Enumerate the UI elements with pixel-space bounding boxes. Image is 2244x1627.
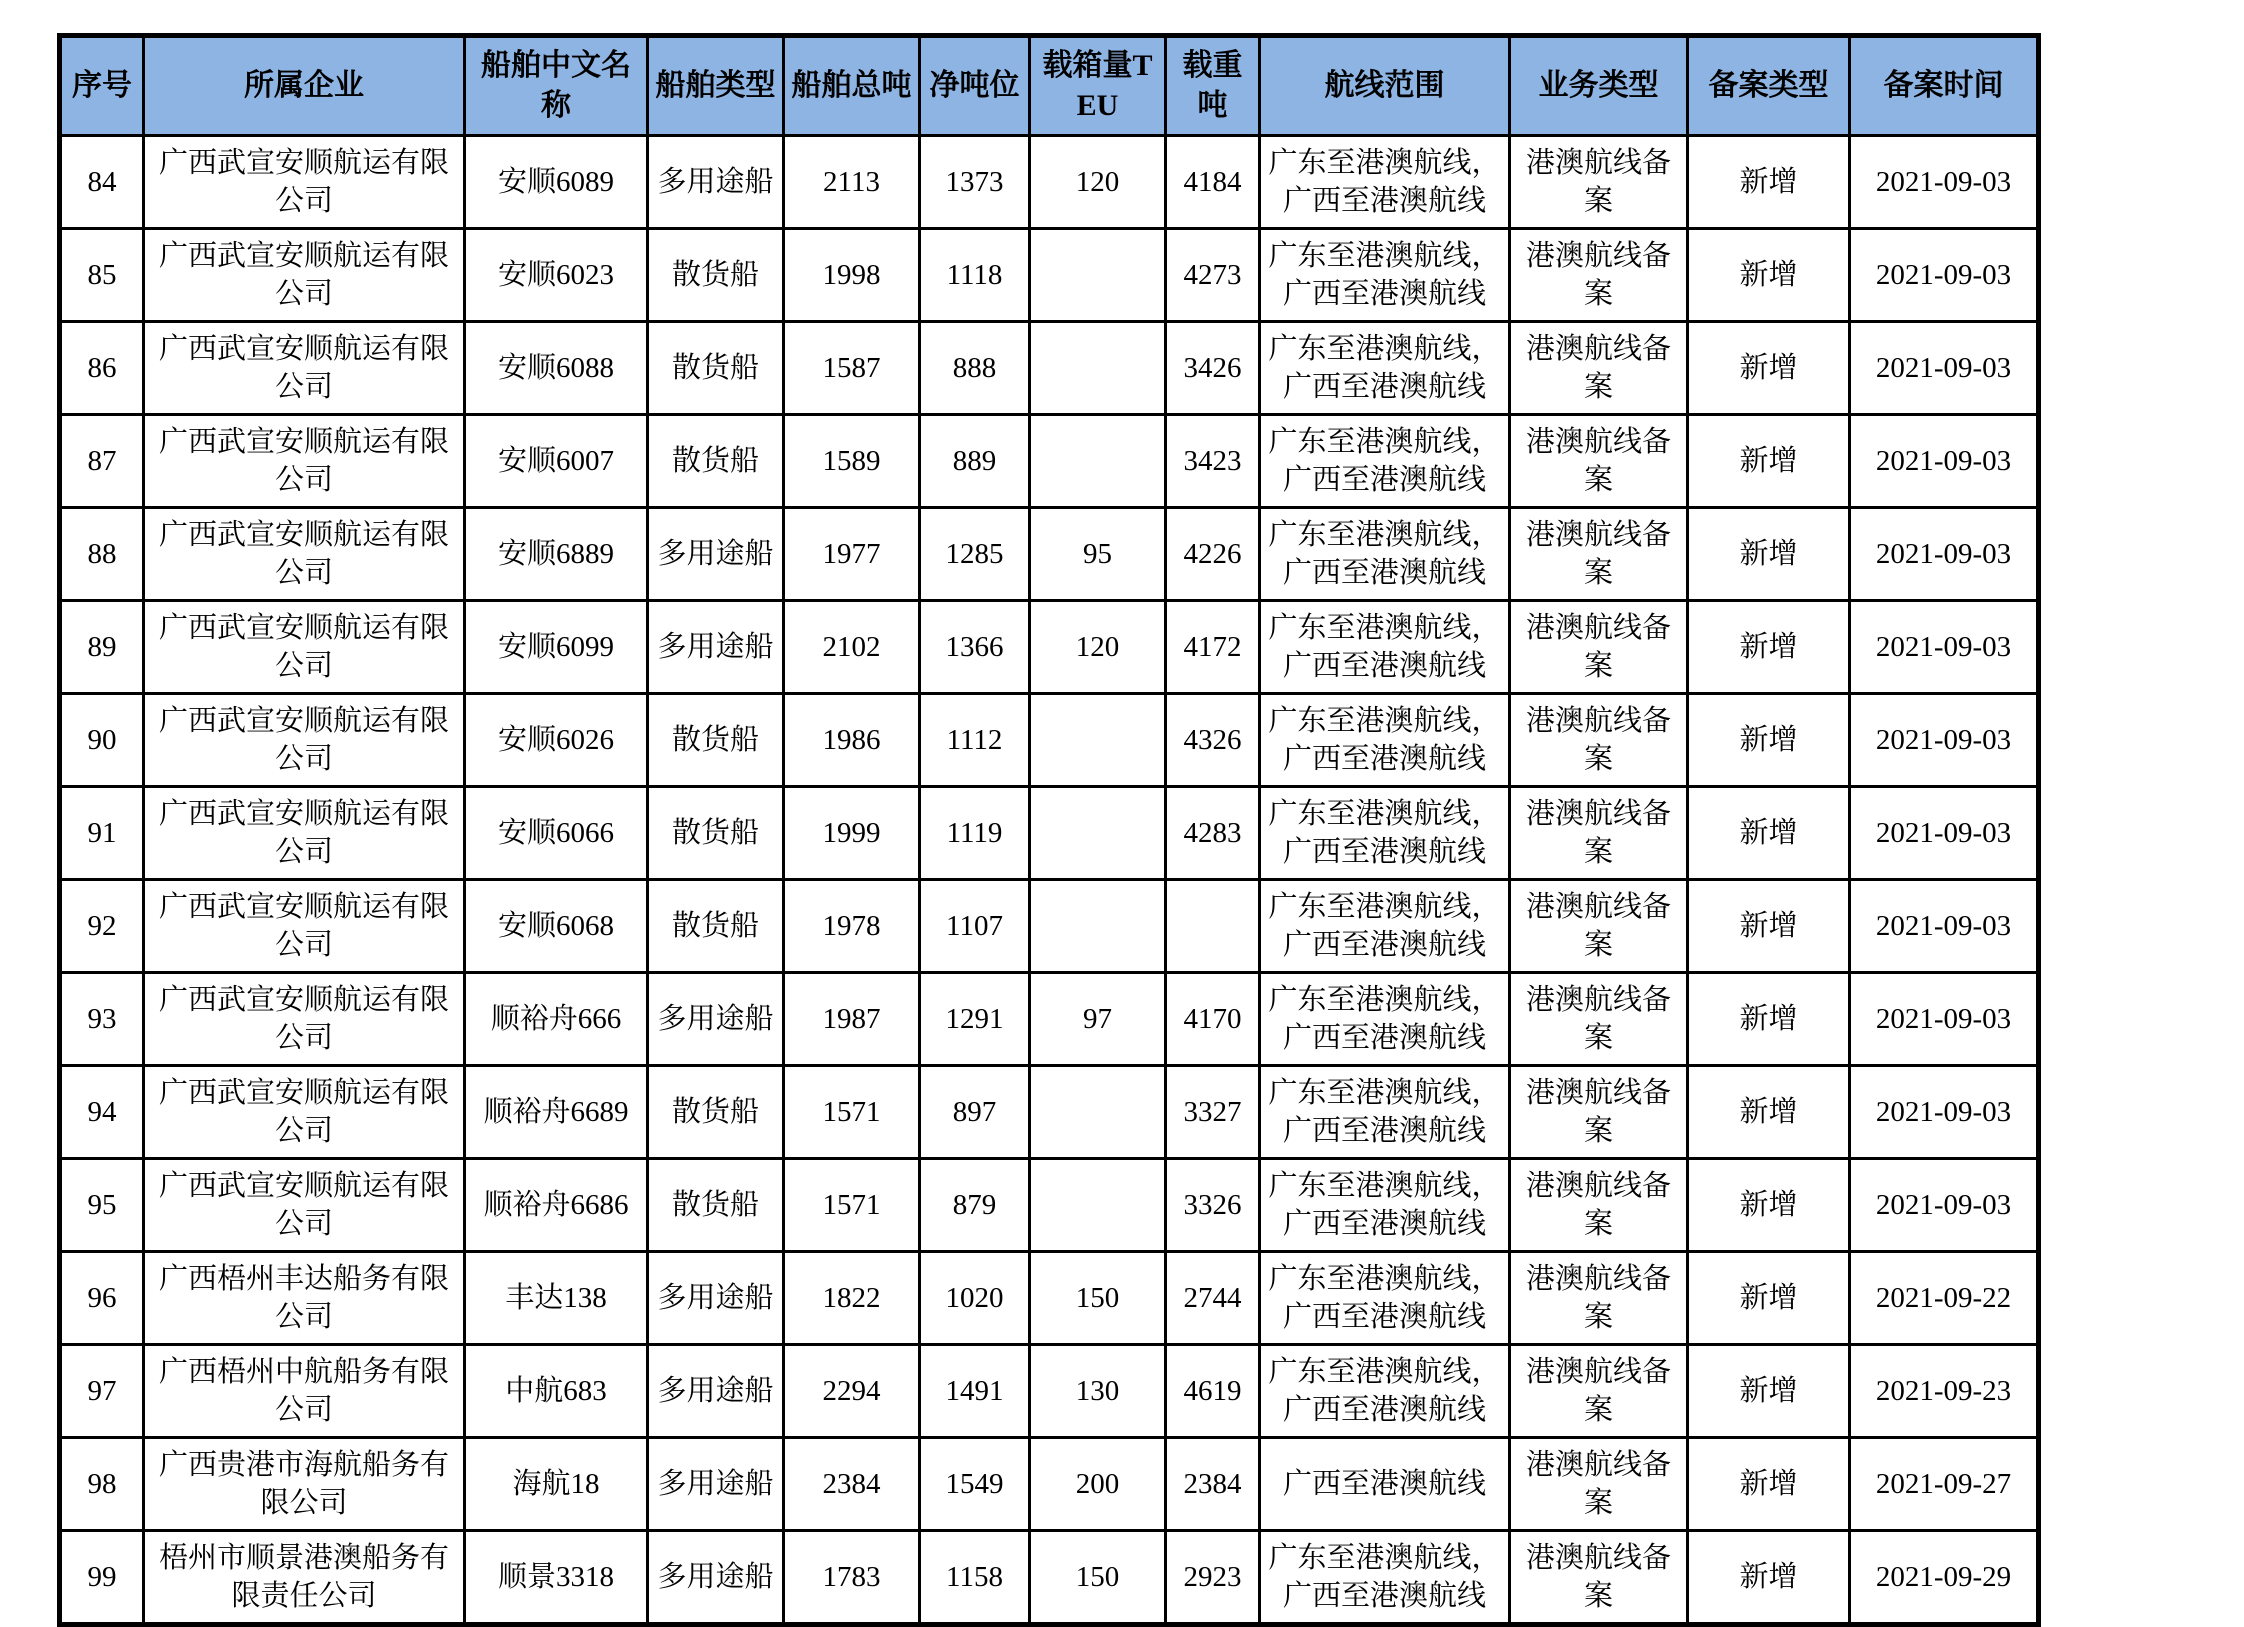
- cell-teu-capacity: [1030, 880, 1166, 973]
- cell-company: 广西武宣安顺航运有限公司: [144, 415, 465, 508]
- col-company: 所属企业: [144, 36, 465, 136]
- cell-serial-no: 93: [60, 973, 144, 1066]
- cell-teu-capacity: [1030, 415, 1166, 508]
- cell-company: 广西武宣安顺航运有限公司: [144, 1066, 465, 1159]
- cell-deadweight: 4283: [1166, 787, 1260, 880]
- cell-teu-capacity: 120: [1030, 601, 1166, 694]
- cell-vessel-cn-name: 丰达138: [465, 1252, 648, 1345]
- cell-net-tonnage: 879: [920, 1159, 1030, 1252]
- cell-deadweight: [1166, 880, 1260, 973]
- cell-filing-date: 2021-09-03: [1850, 508, 2039, 601]
- cell-deadweight: 4184: [1166, 136, 1260, 229]
- cell-deadweight: 4226: [1166, 508, 1260, 601]
- cell-business-type: 港澳航线备案: [1510, 322, 1688, 415]
- cell-teu-capacity: 130: [1030, 1345, 1166, 1438]
- cell-business-type: 港澳航线备案: [1510, 415, 1688, 508]
- cell-filing-date: 2021-09-03: [1850, 601, 2039, 694]
- cell-route-scope: 广东至港澳航线，广西至港澳航线: [1260, 1531, 1510, 1625]
- cell-teu-capacity: [1030, 322, 1166, 415]
- cell-vessel-cn-name: 安顺6026: [465, 694, 648, 787]
- cell-filing-date: 2021-09-03: [1850, 136, 2039, 229]
- cell-serial-no: 92: [60, 880, 144, 973]
- cell-company: 广西武宣安顺航运有限公司: [144, 508, 465, 601]
- cell-net-tonnage: 1119: [920, 787, 1030, 880]
- cell-route-scope: 广东至港澳航线，广西至港澳航线: [1260, 880, 1510, 973]
- cell-company: 广西武宣安顺航运有限公司: [144, 322, 465, 415]
- cell-deadweight: 3327: [1166, 1066, 1260, 1159]
- cell-serial-no: 96: [60, 1252, 144, 1345]
- cell-teu-capacity: 150: [1030, 1252, 1166, 1345]
- cell-net-tonnage: 1112: [920, 694, 1030, 787]
- cell-vessel-type: 多用途船: [648, 601, 784, 694]
- cell-teu-capacity: 150: [1030, 1531, 1166, 1625]
- cell-serial-no: 85: [60, 229, 144, 322]
- cell-company: 广西贵港市海航船务有限公司: [144, 1438, 465, 1531]
- cell-gross-tonnage: 1822: [784, 1252, 920, 1345]
- cell-teu-capacity: [1030, 1159, 1166, 1252]
- cell-company: 广西武宣安顺航运有限公司: [144, 601, 465, 694]
- cell-filing-type: 新增: [1688, 508, 1850, 601]
- cell-filing-type: 新增: [1688, 229, 1850, 322]
- cell-business-type: 港澳航线备案: [1510, 1531, 1688, 1625]
- cell-business-type: 港澳航线备案: [1510, 508, 1688, 601]
- cell-company: 广西梧州丰达船务有限公司: [144, 1252, 465, 1345]
- cell-filing-type: 新增: [1688, 1438, 1850, 1531]
- cell-business-type: 港澳航线备案: [1510, 1438, 1688, 1531]
- cell-vessel-type: 多用途船: [648, 973, 784, 1066]
- cell-gross-tonnage: 1587: [784, 322, 920, 415]
- cell-vessel-type: 散货船: [648, 880, 784, 973]
- table-row: [60, 787, 2039, 880]
- cell-gross-tonnage: 1998: [784, 229, 920, 322]
- cell-filing-type: 新增: [1688, 973, 1850, 1066]
- cell-filing-date: 2021-09-03: [1850, 973, 2039, 1066]
- cell-teu-capacity: 120: [1030, 136, 1166, 229]
- cell-gross-tonnage: 2113: [784, 136, 920, 229]
- cell-filing-date: 2021-09-03: [1850, 694, 2039, 787]
- cell-gross-tonnage: 1977: [784, 508, 920, 601]
- cell-vessel-cn-name: 安顺6089: [465, 136, 648, 229]
- cell-deadweight: 4326: [1166, 694, 1260, 787]
- col-net-tonnage: 净吨位: [920, 36, 1030, 136]
- col-vessel-type: 船舶类型: [648, 36, 784, 136]
- cell-vessel-cn-name: 安顺6889: [465, 508, 648, 601]
- cell-vessel-cn-name: 安顺6023: [465, 229, 648, 322]
- cell-filing-date: 2021-09-03: [1850, 415, 2039, 508]
- cell-net-tonnage: 1107: [920, 880, 1030, 973]
- table-row: [60, 880, 2039, 973]
- cell-route-scope: 广东至港澳航线，广西至港澳航线: [1260, 973, 1510, 1066]
- table-row: [60, 229, 2039, 322]
- col-serial-no: 序号: [60, 36, 144, 136]
- cell-gross-tonnage: 2384: [784, 1438, 920, 1531]
- cell-filing-date: 2021-09-29: [1850, 1531, 2039, 1625]
- cell-gross-tonnage: 1986: [784, 694, 920, 787]
- cell-net-tonnage: 1373: [920, 136, 1030, 229]
- cell-serial-no: 89: [60, 601, 144, 694]
- header-row: [60, 36, 2039, 136]
- cell-route-scope: 广东至港澳航线，广西至港澳航线: [1260, 415, 1510, 508]
- cell-route-scope: 广东至港澳航线，广西至港澳航线: [1260, 1252, 1510, 1345]
- cell-deadweight: 2384: [1166, 1438, 1260, 1531]
- cell-company: 广西梧州中航船务有限公司: [144, 1345, 465, 1438]
- cell-route-scope: 广东至港澳航线，广西至港澳航线: [1260, 136, 1510, 229]
- cell-vessel-type: 多用途船: [648, 1252, 784, 1345]
- cell-filing-date: 2021-09-03: [1850, 1159, 2039, 1252]
- table-row: [60, 415, 2039, 508]
- cell-filing-type: 新增: [1688, 694, 1850, 787]
- cell-filing-date: 2021-09-03: [1850, 229, 2039, 322]
- cell-net-tonnage: 889: [920, 415, 1030, 508]
- cell-business-type: 港澳航线备案: [1510, 1066, 1688, 1159]
- cell-business-type: 港澳航线备案: [1510, 1252, 1688, 1345]
- cell-business-type: 港澳航线备案: [1510, 1159, 1688, 1252]
- cell-filing-date: 2021-09-03: [1850, 322, 2039, 415]
- col-deadweight: 载重吨: [1166, 36, 1260, 136]
- cell-business-type: 港澳航线备案: [1510, 1345, 1688, 1438]
- cell-filing-date: 2021-09-03: [1850, 787, 2039, 880]
- cell-route-scope: 广东至港澳航线，广西至港澳航线: [1260, 1159, 1510, 1252]
- cell-vessel-type: 多用途船: [648, 1438, 784, 1531]
- cell-net-tonnage: 1285: [920, 508, 1030, 601]
- cell-vessel-cn-name: 安顺6088: [465, 322, 648, 415]
- cell-net-tonnage: 1491: [920, 1345, 1030, 1438]
- cell-filing-type: 新增: [1688, 787, 1850, 880]
- cell-gross-tonnage: 2102: [784, 601, 920, 694]
- cell-gross-tonnage: 1571: [784, 1066, 920, 1159]
- cell-deadweight: 3326: [1166, 1159, 1260, 1252]
- cell-deadweight: 2923: [1166, 1531, 1260, 1625]
- table-row: [60, 508, 2039, 601]
- cell-vessel-type: 散货船: [648, 229, 784, 322]
- cell-net-tonnage: 1291: [920, 973, 1030, 1066]
- cell-deadweight: 4273: [1166, 229, 1260, 322]
- cell-filing-date: 2021-09-27: [1850, 1438, 2039, 1531]
- table-row: [60, 1531, 2039, 1625]
- cell-company: 广西武宣安顺航运有限公司: [144, 973, 465, 1066]
- cell-route-scope: 广东至港澳航线，广西至港澳航线: [1260, 1066, 1510, 1159]
- cell-net-tonnage: 1549: [920, 1438, 1030, 1531]
- cell-vessel-cn-name: 顺裕舟666: [465, 973, 648, 1066]
- cell-vessel-cn-name: 中航683: [465, 1345, 648, 1438]
- col-vessel-cn-name: 船舶中文名称: [465, 36, 648, 136]
- cell-serial-no: 97: [60, 1345, 144, 1438]
- cell-company: 广西武宣安顺航运有限公司: [144, 1159, 465, 1252]
- cell-route-scope: 广东至港澳航线，广西至港澳航线: [1260, 508, 1510, 601]
- cell-filing-type: 新增: [1688, 601, 1850, 694]
- cell-gross-tonnage: 1999: [784, 787, 920, 880]
- table-row: [60, 601, 2039, 694]
- cell-vessel-type: 多用途船: [648, 508, 784, 601]
- cell-vessel-type: 多用途船: [648, 1531, 784, 1625]
- cell-vessel-cn-name: 安顺6099: [465, 601, 648, 694]
- cell-vessel-type: 散货船: [648, 694, 784, 787]
- table-row: [60, 1345, 2039, 1438]
- col-teu-capacity: 载箱量TEU: [1030, 36, 1166, 136]
- cell-vessel-cn-name: 安顺6007: [465, 415, 648, 508]
- cell-net-tonnage: 1020: [920, 1252, 1030, 1345]
- table-row: [60, 1066, 2039, 1159]
- cell-vessel-type: 散货船: [648, 322, 784, 415]
- cell-serial-no: 95: [60, 1159, 144, 1252]
- cell-filing-type: 新增: [1688, 136, 1850, 229]
- cell-vessel-cn-name: 顺裕舟6689: [465, 1066, 648, 1159]
- col-filing-type: 备案类型: [1688, 36, 1850, 136]
- cell-route-scope: 广西至港澳航线: [1260, 1438, 1510, 1531]
- cell-deadweight: 4172: [1166, 601, 1260, 694]
- cell-vessel-cn-name: 安顺6066: [465, 787, 648, 880]
- cell-filing-type: 新增: [1688, 1066, 1850, 1159]
- cell-filing-type: 新增: [1688, 1531, 1850, 1625]
- cell-route-scope: 广东至港澳航线，广西至港澳航线: [1260, 694, 1510, 787]
- cell-company: 广西武宣安顺航运有限公司: [144, 787, 465, 880]
- cell-vessel-type: 散货船: [648, 787, 784, 880]
- cell-serial-no: 84: [60, 136, 144, 229]
- cell-serial-no: 90: [60, 694, 144, 787]
- cell-vessel-cn-name: 顺景3318: [465, 1531, 648, 1625]
- cell-route-scope: 广东至港澳航线，广西至港澳航线: [1260, 322, 1510, 415]
- cell-net-tonnage: 1366: [920, 601, 1030, 694]
- cell-filing-type: 新增: [1688, 415, 1850, 508]
- cell-company: 梧州市顺景港澳船务有限责任公司: [144, 1531, 465, 1625]
- cell-filing-date: 2021-09-22: [1850, 1252, 2039, 1345]
- cell-vessel-type: 散货船: [648, 1159, 784, 1252]
- cell-company: 广西武宣安顺航运有限公司: [144, 880, 465, 973]
- table-row: [60, 136, 2039, 229]
- col-gross-tonnage: 船舶总吨: [784, 36, 920, 136]
- table-row: [60, 973, 2039, 1066]
- cell-filing-type: 新增: [1688, 1252, 1850, 1345]
- cell-gross-tonnage: 2294: [784, 1345, 920, 1438]
- col-filing-date: 备案时间: [1850, 36, 2039, 136]
- vessel-filing-table-container: [57, 33, 2041, 1627]
- cell-filing-date: 2021-09-03: [1850, 1066, 2039, 1159]
- cell-net-tonnage: 1158: [920, 1531, 1030, 1625]
- cell-company: 广西武宣安顺航运有限公司: [144, 136, 465, 229]
- cell-vessel-cn-name: 安顺6068: [465, 880, 648, 973]
- cell-business-type: 港澳航线备案: [1510, 880, 1688, 973]
- table-row: [60, 1159, 2039, 1252]
- cell-route-scope: 广东至港澳航线，广西至港澳航线: [1260, 229, 1510, 322]
- cell-gross-tonnage: 1978: [784, 880, 920, 973]
- cell-net-tonnage: 897: [920, 1066, 1030, 1159]
- cell-net-tonnage: 1118: [920, 229, 1030, 322]
- cell-filing-type: 新增: [1688, 880, 1850, 973]
- cell-filing-type: 新增: [1688, 1345, 1850, 1438]
- table-row: [60, 1252, 2039, 1345]
- cell-filing-type: 新增: [1688, 322, 1850, 415]
- table-body: [60, 136, 2039, 1625]
- cell-route-scope: 广东至港澳航线，广西至港澳航线: [1260, 787, 1510, 880]
- cell-serial-no: 98: [60, 1438, 144, 1531]
- cell-teu-capacity: [1030, 229, 1166, 322]
- cell-business-type: 港澳航线备案: [1510, 973, 1688, 1066]
- cell-vessel-type: 散货船: [648, 1066, 784, 1159]
- cell-serial-no: 87: [60, 415, 144, 508]
- cell-gross-tonnage: 1987: [784, 973, 920, 1066]
- col-route-scope: 航线范围: [1260, 36, 1510, 136]
- cell-business-type: 港澳航线备案: [1510, 694, 1688, 787]
- cell-route-scope: 广东至港澳航线，广西至港澳航线: [1260, 1345, 1510, 1438]
- cell-net-tonnage: 888: [920, 322, 1030, 415]
- cell-company: 广西武宣安顺航运有限公司: [144, 229, 465, 322]
- cell-teu-capacity: [1030, 694, 1166, 787]
- cell-serial-no: 99: [60, 1531, 144, 1625]
- table-row: [60, 694, 2039, 787]
- cell-vessel-cn-name: 海航18: [465, 1438, 648, 1531]
- col-business-type: 业务类型: [1510, 36, 1688, 136]
- vessel-filing-table: [57, 33, 2041, 1627]
- cell-deadweight: 3423: [1166, 415, 1260, 508]
- cell-vessel-type: 多用途船: [648, 1345, 784, 1438]
- cell-teu-capacity: 200: [1030, 1438, 1166, 1531]
- cell-company: 广西武宣安顺航运有限公司: [144, 694, 465, 787]
- cell-serial-no: 91: [60, 787, 144, 880]
- cell-business-type: 港澳航线备案: [1510, 787, 1688, 880]
- cell-deadweight: 4619: [1166, 1345, 1260, 1438]
- cell-vessel-type: 散货船: [648, 415, 784, 508]
- cell-business-type: 港澳航线备案: [1510, 136, 1688, 229]
- table-row: [60, 1438, 2039, 1531]
- cell-serial-no: 86: [60, 322, 144, 415]
- cell-serial-no: 88: [60, 508, 144, 601]
- cell-business-type: 港澳航线备案: [1510, 601, 1688, 694]
- cell-teu-capacity: [1030, 1066, 1166, 1159]
- cell-route-scope: 广东至港澳航线，广西至港澳航线: [1260, 601, 1510, 694]
- cell-gross-tonnage: 1783: [784, 1531, 920, 1625]
- cell-serial-no: 94: [60, 1066, 144, 1159]
- cell-deadweight: 3426: [1166, 322, 1260, 415]
- cell-teu-capacity: 95: [1030, 508, 1166, 601]
- cell-filing-date: 2021-09-03: [1850, 880, 2039, 973]
- cell-filing-type: 新增: [1688, 1159, 1850, 1252]
- cell-gross-tonnage: 1571: [784, 1159, 920, 1252]
- cell-deadweight: 4170: [1166, 973, 1260, 1066]
- cell-business-type: 港澳航线备案: [1510, 229, 1688, 322]
- cell-gross-tonnage: 1589: [784, 415, 920, 508]
- cell-vessel-type: 多用途船: [648, 136, 784, 229]
- cell-vessel-cn-name: 顺裕舟6686: [465, 1159, 648, 1252]
- cell-teu-capacity: 97: [1030, 973, 1166, 1066]
- cell-teu-capacity: [1030, 787, 1166, 880]
- table-row: [60, 322, 2039, 415]
- cell-filing-date: 2021-09-23: [1850, 1345, 2039, 1438]
- cell-deadweight: 2744: [1166, 1252, 1260, 1345]
